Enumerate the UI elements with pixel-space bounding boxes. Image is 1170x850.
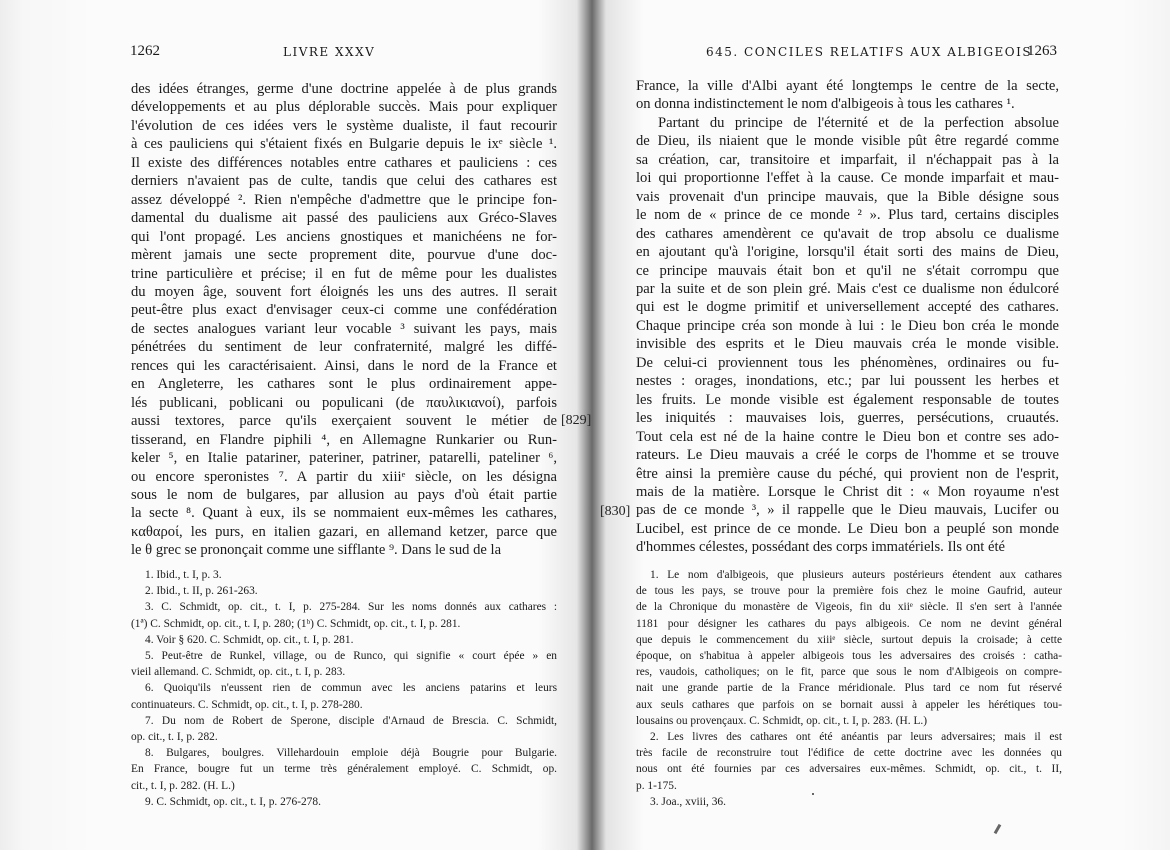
- scan-speck: [994, 824, 1002, 834]
- text-line: ce principe mauvais était bon et qu'il ne s'était corrompu que: [636, 262, 1059, 279]
- text-line: du moyen âge, souvent fort éloignés les uns des autres. Il serait: [131, 283, 557, 300]
- text-line: sous le nom de bulgares, par allusion au pays d'où était partie: [131, 486, 557, 503]
- footnote-line: continuateurs. C. Schmidt, op. cit., t. I, p. 278-280.: [131, 698, 363, 711]
- text-line: être ainsi la première cause du péché, qui provient non de l'esprit,: [636, 465, 1059, 482]
- text-line: invisible des esprits et le Dieu mauvais créa le monde visible.: [636, 336, 1059, 353]
- text-line: damental du dualisme ait passé des pauliciens aux Gréco-Slaves: [131, 210, 557, 227]
- footnote-line: 4. Voir § 620. C. Schmidt, op. cit., t. I, p. 281.: [145, 633, 354, 646]
- footnote-line: de la Chronique du monastère de Vigeois, fin du xiiᵉ siècle. Il s'en sert à l'année: [636, 601, 1062, 614]
- text-line: les fruits. Le monde visible est également responsable de toutes: [636, 391, 1059, 408]
- text-line: Lucibel, est prince de ce monde. Le Dieu bon a peuplé son monde: [636, 520, 1059, 537]
- text-line: sa création, car, transitoire et imparfait, il n'échappait pas à la: [636, 151, 1059, 168]
- text-line: Il existe des différences notables entre cathares et pauliciens : ces: [131, 154, 557, 171]
- footnote-line: 1. Le nom d'albigeois, que plusieurs auteurs postérieurs étendent aux cathares: [650, 569, 1062, 581]
- text-line: l'évolution de ces idées vers le système dualiste, il faut recourir: [131, 117, 557, 134]
- text-line: trine particulière et précise; il en fut de même pour les dualistes: [131, 265, 557, 282]
- text-line: mèrent jamais une secte proprement dite, pourvue d'une doc-: [131, 247, 557, 264]
- text-line: qui est le dogme primitif et universellement accepté des cathares.: [636, 299, 1059, 316]
- text-line: d'hommes célestes, possédant des corps immatériels. Ils ont été: [636, 539, 1006, 556]
- text-line: loi qui proportionne l'effet à la cause. Ce monde imparfait et mau-: [636, 170, 1059, 187]
- footnotes: [131, 567, 557, 810]
- text-line: ou encore speronistes ⁷. A partir du xiiiᵉ siècle, on les désigna: [131, 468, 557, 485]
- footnote-line: (1ª) C. Schmidt, op. cit., t. I, p. 280; (1ᵇ) C. Schmidt, op. cit., t. I, p. 281.: [131, 617, 461, 630]
- text-line: vais provenait d'un principe mauvais, que la Bible désigne sous: [636, 188, 1059, 205]
- text-line: καθαροί, les purs, en italien gazari, en allemand ketzer, parce que: [131, 523, 557, 540]
- text-line: en Angleterre, les cathares sont le plus ordinairement appe-: [131, 376, 557, 393]
- main-text: [636, 77, 1059, 557]
- text-line: la secte ⁸. Quant à eux, ils se nommaient eux-mêmes les cathares,: [131, 505, 557, 522]
- text-line: Tout cela est né de la haine contre le Dieu bon et contre ses ado-: [636, 428, 1059, 445]
- footnote-line: 1. Ibid., t. I, p. 3.: [145, 569, 222, 581]
- text-line: rences qui les caractérisaient. Ainsi, dans le nord de la France et: [131, 357, 557, 374]
- footnote-line: nous ont été fournies par ces adversaires eux-mêmes. Schmidt, op. cit., t. II,: [636, 763, 1062, 776]
- footnote-line: 7. Du nom de Robert de Sperone, disciple d'Arnaud de Brescia. C. Schmidt,: [145, 714, 557, 727]
- page-number: 1262: [130, 43, 160, 59]
- footnote-line: 3. Joa., xviii, 36.: [650, 795, 726, 808]
- text-line: De celui-ci proviennent tous les phénomènes, ordinaires ou fu-: [636, 354, 1059, 371]
- text-line: assez développé ². Rien n'empêche d'admettre que le principe fon-: [131, 191, 557, 208]
- text-line: keler ⁵, en Italie patariner, pateriner, patriner, patarelli, pateliner ⁶,: [131, 450, 557, 467]
- footnotes: [636, 567, 1062, 810]
- text-line: de sectes analogues variant leur vocable ³ suivant les pays, mais: [131, 320, 557, 337]
- footnote-line: res, vaudois, catholiques; on le fit, parce que sous le nom d'Albigeois on compre-: [636, 666, 1062, 679]
- footnote-line: En France, bougre fut un terme très généralement employé. C. Schmidt, op.: [131, 763, 557, 776]
- running-head: 645. CONCILES RELATIFS AUX ALBIGEOIS: [706, 45, 1033, 59]
- text-line: Partant du principe de l'éternité et de la perfection absolue: [658, 114, 1059, 131]
- margin-reference-mark: [829]: [561, 413, 592, 428]
- running-head: LIVRE XXXV: [283, 45, 376, 59]
- text-line: France, la ville d'Albi ayant été longtemps le centre de la secte,: [636, 78, 1059, 94]
- text-line: à ces pauliciens qui s'étaient fixés en Bulgarie depuis le ixᵉ siècle ¹.: [131, 136, 557, 153]
- footnote-line: p. 1-175.: [636, 779, 677, 792]
- text-line: développements et au plus déplorable succès. Mais pour expliquer: [131, 99, 557, 116]
- text-line: rateurs. Le Dieu mauvais a créé le corps de l'homme et se trouve: [636, 447, 1059, 464]
- footnote-line: que depuis le commencement du xiiiᵉ siècle, surtout depuis la croisade; à cette: [636, 633, 1062, 646]
- text-line: lés publicani, poblicani ou populicani (de παυλικιανοί), parfois: [131, 394, 557, 411]
- text-line: peut-être plus exact d'envisager ceux-ci comme une confédération: [131, 302, 557, 319]
- text-line: Chaque principe créa son monde à lui : le Dieu bon créa le monde: [636, 317, 1059, 334]
- text-line: des cathares amendèrent ce qu'avait de trop absolu ce dualisme: [636, 225, 1059, 242]
- footnote-line: 6. Quoiqu'ils n'eussent rien de commun avec les anciens patarins et leurs: [145, 682, 557, 695]
- text-line: le θ grec se prononçait comme une sifflante ⁹. Dans le sud de la: [131, 542, 502, 559]
- main-text: [131, 80, 557, 560]
- text-line: les iniquités : mauvaises lois, guerres, persécutions, cruautés.: [636, 410, 1059, 427]
- text-line: on donna indistinctement le nom d'albigeois à tous les cathares ¹.: [636, 96, 1015, 113]
- footnote-line: 2. Les livres des cathares ont été anéantis par leurs adversaires; mais il est: [650, 731, 1062, 744]
- footnote-line: 9. C. Schmidt, op. cit., t. I, p. 276-278.: [145, 795, 321, 808]
- footnote-line: lousains ou provençaux. C. Schmidt, op. cit., t. I, p. 283. (H. L.): [636, 714, 928, 727]
- footnote-line: 5. Peut-être de Runkel, village, ou de Runco, qui signifie « court épée » en: [145, 650, 557, 663]
- text-line: aussi textores, parce qu'ils exerçaient souvent le métier de: [131, 413, 557, 430]
- footnote-line: 8. Bulgares, boulgres. Villehardouin emploie déjà Bougrie pour Bulgarie.: [145, 747, 557, 760]
- page-number: 1263: [1027, 43, 1057, 59]
- text-line: qui l'ont propagé. Les anciens gnostiques et manichéens ne for-: [131, 228, 557, 245]
- text-line: des idées étranges, germe d'une doctrine appelée à de plus grands: [131, 81, 557, 97]
- text-line: nestes : orages, inondations, etc.; par lui poussent les herbes et: [636, 373, 1059, 390]
- footnote-line: 3. C. Schmidt, op. cit., t. I, p. 275-284. Sur les noms donnés aux cathares :: [145, 601, 557, 614]
- footnote-line: 2. Ibid., t. II, p. 261-263.: [145, 585, 258, 598]
- text-line: de Dieu, ils niaient que le monde visible pût être regardé comme: [636, 133, 1059, 150]
- text-line: mais de la matière. Lorsque le Christ dit : « Mon royaume n'est: [636, 483, 1059, 500]
- footnote-line: de tous les pays, se trouve pour la première fois chez le moine Gaufrid, auteur: [636, 585, 1062, 598]
- footnote-line: nait une grande partie de la France méridionale. Plus tard ce nom fut réservé: [636, 682, 1062, 695]
- text-line: le nom de « prince de ce monde ² ». Plus tard, certains disciples: [636, 207, 1059, 224]
- text-line: en ajoutant qu'à l'origine, lorsqu'il était sorti des mains de Dieu,: [636, 244, 1059, 261]
- footnote-line: aux seuls cathares que parfois on se bornait aussi à appeler les hérétiques tou-: [636, 698, 1062, 711]
- footnote-line: op. cit., t. I, p. 282.: [131, 731, 218, 744]
- text-line: tisserand, en Flandre piphili ⁴, en Allemagne Runkarier ou Run-: [131, 431, 557, 448]
- footnote-line: très facile de reconstruire tout l'édifice de cette doctrine avec les données qu: [636, 747, 1062, 760]
- footnote-line: cit., t. I, p. 282. (H. L.): [131, 779, 235, 792]
- text-line: pas de ce monde ³, » il rappelle que le Dieu mauvais, Lucifer ou: [636, 502, 1059, 519]
- footnote-line: époque, on s'habitua à appeler albigeois tous les adversaires des croisés : catha-: [636, 650, 1062, 663]
- text-line: derniers n'avaient pas de culte, tandis que celui des cathares est: [131, 173, 557, 190]
- scan-speck: [812, 793, 814, 795]
- text-line: pénétrées du sentiment de leur confraternité, malgré les diffé-: [131, 339, 557, 356]
- footnote-line: 1181 pour désigner les cathares du pays albigeois. Ce nom ne devint général: [636, 617, 1062, 630]
- footnote-line: vieil allemand. C. Schmidt, op. cit., t. I, p. 283.: [131, 666, 346, 679]
- text-line: par la suite et de son plein gré. Mais c'est ce dualisme non édulcoré: [636, 280, 1059, 297]
- margin-reference-mark: [830]: [600, 504, 631, 519]
